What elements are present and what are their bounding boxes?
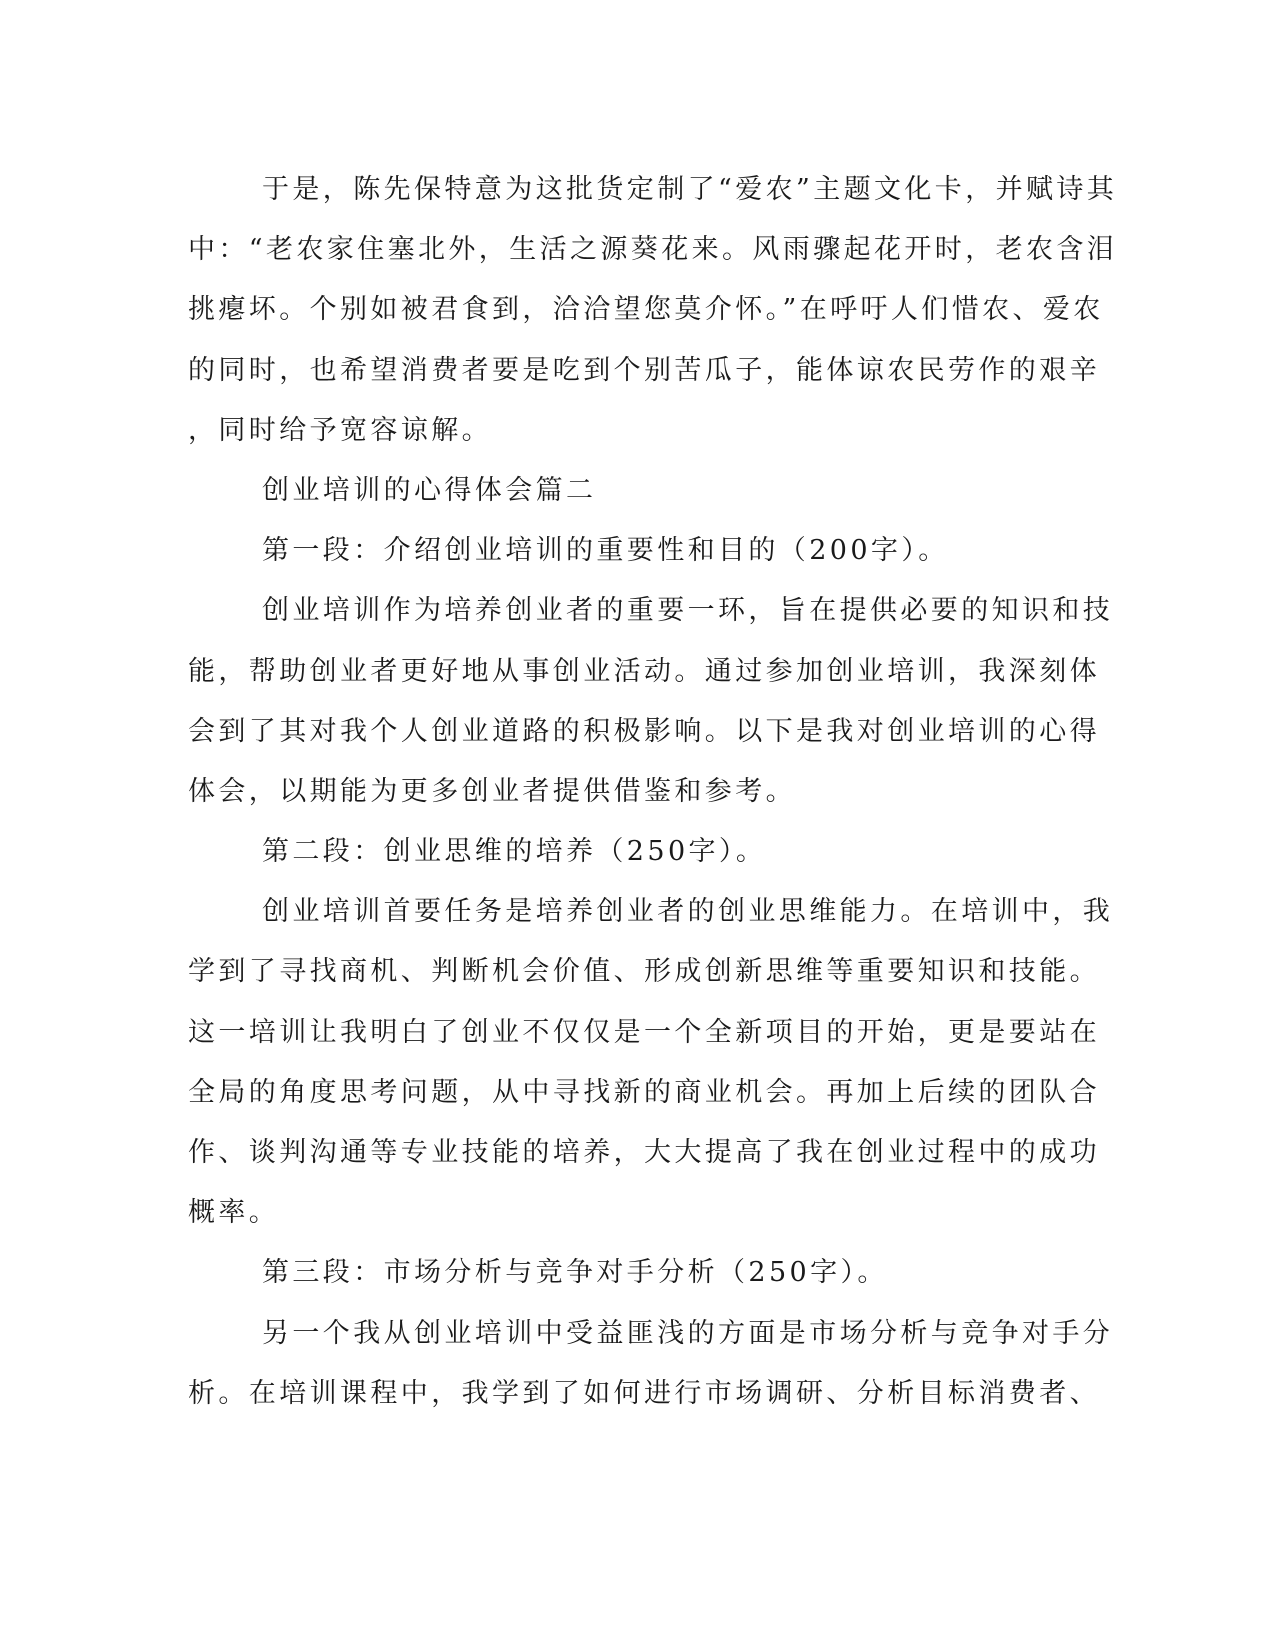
text-line: 概率。: [188, 1197, 280, 1229]
text-line: ，同时给予宽容谅解。: [188, 414, 492, 446]
text-line: 创业培训作为培养创业者的重要一环，旨在提供必要的知识和技: [262, 595, 1114, 627]
paragraph-heading: 第一段：介绍创业培训的重要性和目的（200字）。: [262, 535, 949, 567]
text-line: 体会，以期能为更多创业者提供借鉴和参考。: [188, 775, 796, 807]
text-line: 这一培训让我明白了创业不仅仅是一个全新项目的开始，更是要站在: [188, 1016, 1100, 1048]
paragraph-heading: 第二段：创业思维的培养（250字）。: [262, 836, 767, 868]
text-line: 挑瘪坏。个别如被君食到，洽洽望您莫介怀。”在呼吁人们惜农、爱农: [188, 294, 1104, 326]
text-line: 的同时，也希望消费者要是吃到个别苦瓜子，能体谅农民劳作的艰辛: [188, 354, 1100, 386]
text-line: 析。在培训课程中，我学到了如何进行市场调研、分析目标消费者、: [188, 1377, 1100, 1409]
text-line: 另一个我从创业培训中受益匪浅的方面是市场分析与竞争对手分: [262, 1317, 1114, 1349]
document-body: [188, 160, 1118, 1424]
text-line: 创业培训首要任务是培养创业者的创业思维能力。在培训中，我: [262, 896, 1114, 928]
text-line: 能，帮助创业者更好地从事创业活动。通过参加创业培训，我深刻体: [188, 655, 1100, 687]
text-line: 中：“老农家住塞北外，生活之源葵花来。风雨骤起花开时，老农含泪: [188, 234, 1118, 266]
text-line: 作、谈判沟通等专业技能的培养，大大提高了我在创业过程中的成功: [188, 1137, 1100, 1168]
text-line: 于是，陈先保特意为这批货定制了“爱农”主题文化卡，并赋诗其: [262, 174, 1118, 205]
text-line: 会到了其对我个人创业道路的积极影响。以下是我对创业培训的心得: [188, 715, 1100, 747]
paragraph-heading: 第三段：市场分析与竞争对手分析（250字）。: [262, 1257, 888, 1289]
section-heading: 创业培训的心得体会篇二: [262, 474, 597, 506]
text-line: 全局的角度思考问题，从中寻找新的商业机会。再加上后续的团队合: [188, 1076, 1100, 1108]
text-line: 学到了寻找商机、判断机会价值、形成创新思维等重要知识和技能。: [188, 956, 1100, 988]
